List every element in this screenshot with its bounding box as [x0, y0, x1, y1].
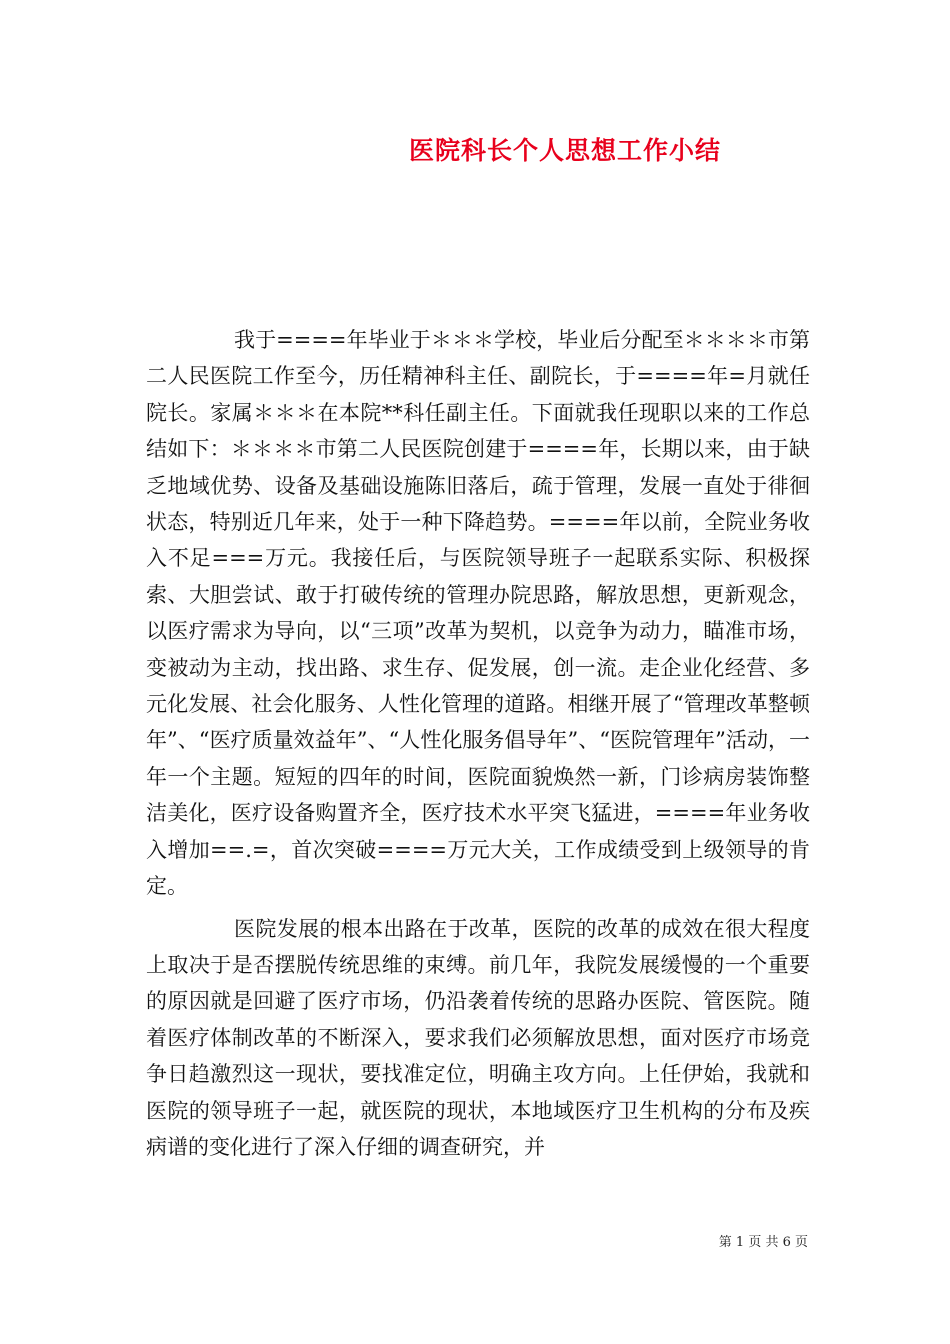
document-body	[146, 322, 810, 1165]
paragraph-1: 我于====年毕业于＊＊＊学校，毕业后分配至＊＊＊＊市第二人民医院工作至今，历任精神科主任、副院长，于====年=月就任院长。家属＊＊＊在本院**科任副主任。下面就我任现职以来的工作总结如下：＊＊＊＊市第二人民医院创建于====年，长期以来，由于缺乏地域优势、设备及基础设施陈旧落后，疏于管理，发展一直处于徘徊状态，特别近几年来，处于一种下降趋势。====年以前，全院业务收入不足===万元。我接任后，与医院领导班子一起联系实际、积极探索、大胆尝试、敢于打破传统的管理办院思路，解放思想，更新观念，以医疗需求为导向，以“三项”改革为契机，以竞争为动力，瞄准市场，变被动为主动，找出路、求生存、促发展，创一流。走企业化经营、多元化发展、社会化服务、人性化管理的道路。相继开展了“管理改革整顿年”、“医疗质量效益年”、“人性化服务倡导年”、“医院管理年”活动，一年一个主题。短短的四年的时间，医院面貌焕然一新，门诊病房装饰整洁美化，医疗设备购置齐全，医疗技术水平突飞猛进，====年业务收入增加==.=，首次突破====万元大关，工作成绩受到上级领导的肯定。	[146, 328, 810, 899]
paragraph-2: 医院发展的根本出路在于改革，医院的改革的成效在很大程度上取决于是否摆脱传统思维的束缚。前几年，我院发展缓慢的一个重要的原因就是回避了医疗市场，仍沿袭着传统的思路办医院、管医院。随着医疗体制改革的不断深入，要求我们必须解放思想，面对医疗市场竞争日趋激烈这一现状，要找准定位，明确主攻方向。上任伊始，我就和医院的领导班子一起，就医院的现状，本地域医疗卫生机构的分布及疾病谱的变化进行了深入仔细的调查研究，并	[146, 916, 810, 1159]
document-title-wrapper	[0, 133, 950, 169]
document-title: 医院科长个人思想工作小结	[408, 136, 721, 165]
page-number-footer: 第 1 页 共 6 页	[718, 1235, 808, 1250]
